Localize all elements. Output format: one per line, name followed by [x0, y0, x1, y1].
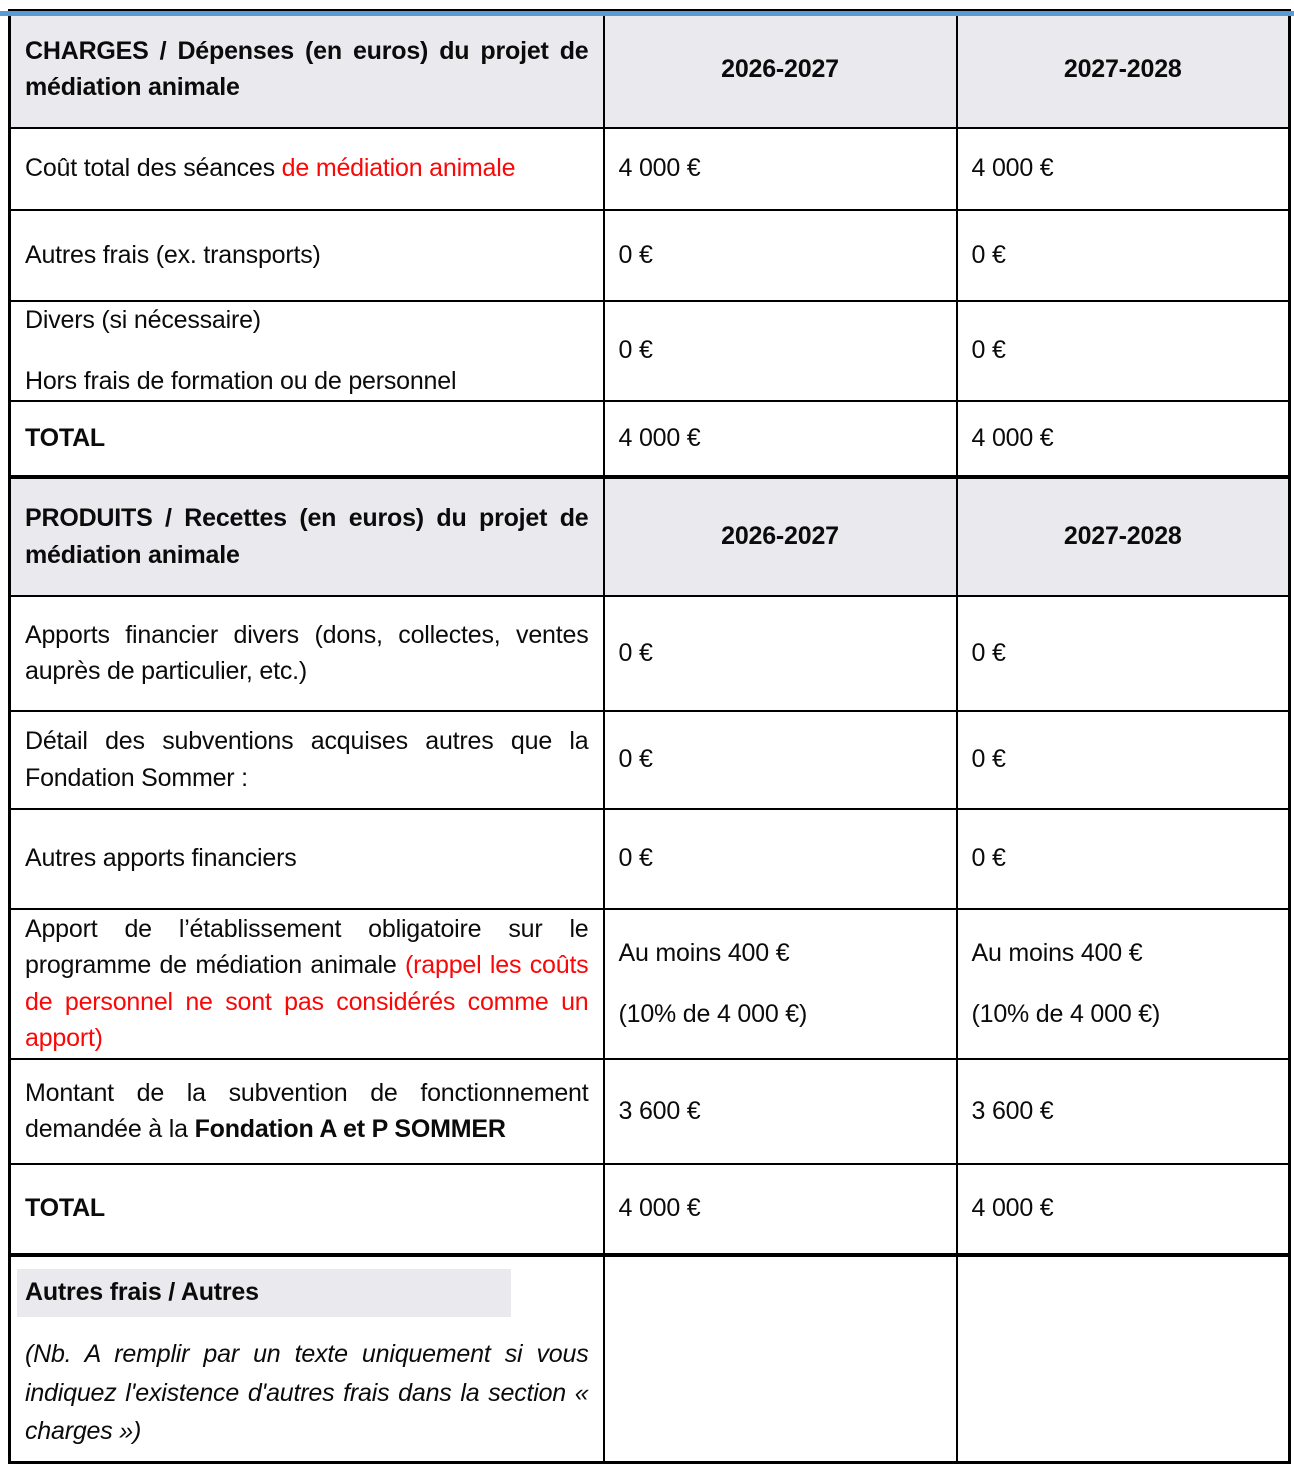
- charges-year-header-2: 2027-2028: [957, 11, 1290, 128]
- label-line-1: Divers (si nécessaire): [25, 306, 261, 335]
- label-text-bold: Fondation A et P SOMMER: [194, 1115, 506, 1143]
- total-value-2026-2027: 4 000 €: [604, 401, 957, 477]
- produits-section-title: PRODUITS / Recettes (en euros) du projet de médiation animale: [10, 477, 604, 596]
- value-2026-2027: 0 €: [604, 596, 957, 711]
- footer-row: [10, 1255, 1290, 1463]
- total-row: [10, 401, 1290, 477]
- charges-header-row: [10, 11, 1290, 128]
- value-2027-2028: 3 600 €: [957, 1059, 1290, 1164]
- value-2027-2028: 0 €: [957, 210, 1290, 301]
- table-row: [10, 128, 1290, 210]
- table-row: [10, 809, 1290, 909]
- charges-year-header-1: 2026-2027: [604, 11, 957, 128]
- value-2026-2027: [604, 909, 957, 1059]
- row-label: [10, 1059, 604, 1164]
- value-2027-2028: 0 €: [957, 809, 1290, 909]
- value-2026-2027: 0 €: [604, 301, 957, 401]
- total-label: TOTAL: [10, 401, 604, 477]
- footer-note: (Nb. A remplir par un texte uniquement si vous indiquez l'existence d'autres frais dans la section « charges »): [25, 1339, 589, 1446]
- value-2026-2027: 0 €: [604, 711, 957, 809]
- label-text-red: de médiation animale: [281, 154, 516, 183]
- produits-header-row: [10, 477, 1290, 596]
- value-line-2: (10% de 4 000 €): [971, 999, 1161, 1028]
- label-text: Montant de la subvention de fonctionnement demandée à la: [25, 1078, 589, 1143]
- value-2027-2028: 4 000 €: [957, 128, 1290, 210]
- row-label: [10, 128, 604, 210]
- footer-label-cell: [10, 1255, 604, 1463]
- produits-year-header-2: 2027-2028: [957, 477, 1290, 596]
- value-2026-2027: 0 €: [604, 809, 957, 909]
- value-2026-2027: 4 000 €: [604, 128, 957, 210]
- table-row: [10, 596, 1290, 711]
- charges-section-title: CHARGES / Dépenses (en euros) du projet de médiation animale: [10, 11, 604, 128]
- footer-empty-2026-2027: [604, 1255, 957, 1463]
- label-text: Coût total des séances: [25, 154, 282, 183]
- footer-title-highlight: Autres frais / Autres: [17, 1269, 511, 1317]
- total-value-2027-2028: 4 000 €: [957, 401, 1290, 477]
- value-2026-2027: 0 €: [604, 210, 957, 301]
- budget-table: [8, 9, 1291, 1464]
- table-row: [10, 1059, 1290, 1164]
- top-accent-bar: [0, 11, 1294, 16]
- document-page: [0, 9, 1294, 1446]
- value-2027-2028: [957, 909, 1290, 1059]
- value-line-2: (10% de 4 000 €): [618, 999, 808, 1028]
- total-value-2027-2028: 4 000 €: [957, 1164, 1290, 1255]
- row-label: Autres apports financiers: [10, 809, 604, 909]
- total-row: [10, 1164, 1290, 1255]
- row-label: Apports financier divers (dons, collectes, ventes auprès de particulier, etc.): [10, 596, 604, 711]
- label-text: Apport de l’établissement obligatoire sur le programme de médiation animale: [25, 915, 589, 980]
- row-label: Autres frais (ex. transports): [10, 210, 604, 301]
- value-2027-2028: 0 €: [957, 301, 1290, 401]
- total-value-2026-2027: 4 000 €: [604, 1164, 957, 1255]
- produits-year-header-1: 2026-2027: [604, 477, 957, 596]
- value-line-1: Au moins 400 €: [971, 939, 1143, 968]
- value-2027-2028: 0 €: [957, 711, 1290, 809]
- table-row: [10, 301, 1290, 401]
- table-row: [10, 210, 1290, 301]
- row-label: [10, 301, 604, 401]
- table-row: [10, 711, 1290, 809]
- total-label: TOTAL: [10, 1164, 604, 1255]
- label-line-2: Hors frais de formation ou de personnel: [25, 366, 457, 395]
- label-text-red: (rappel les coûts de personnel ne sont pas considérés comme un apport): [25, 951, 589, 1052]
- value-2027-2028: 0 €: [957, 596, 1290, 711]
- row-label: [10, 909, 604, 1059]
- footer-empty-2027-2028: [957, 1255, 1290, 1463]
- value-line-1: Au moins 400 €: [618, 939, 790, 968]
- value-2026-2027: 3 600 €: [604, 1059, 957, 1164]
- table-row: [10, 909, 1290, 1059]
- row-label: Détail des subventions acquises autres que la Fondation Sommer :: [10, 711, 604, 809]
